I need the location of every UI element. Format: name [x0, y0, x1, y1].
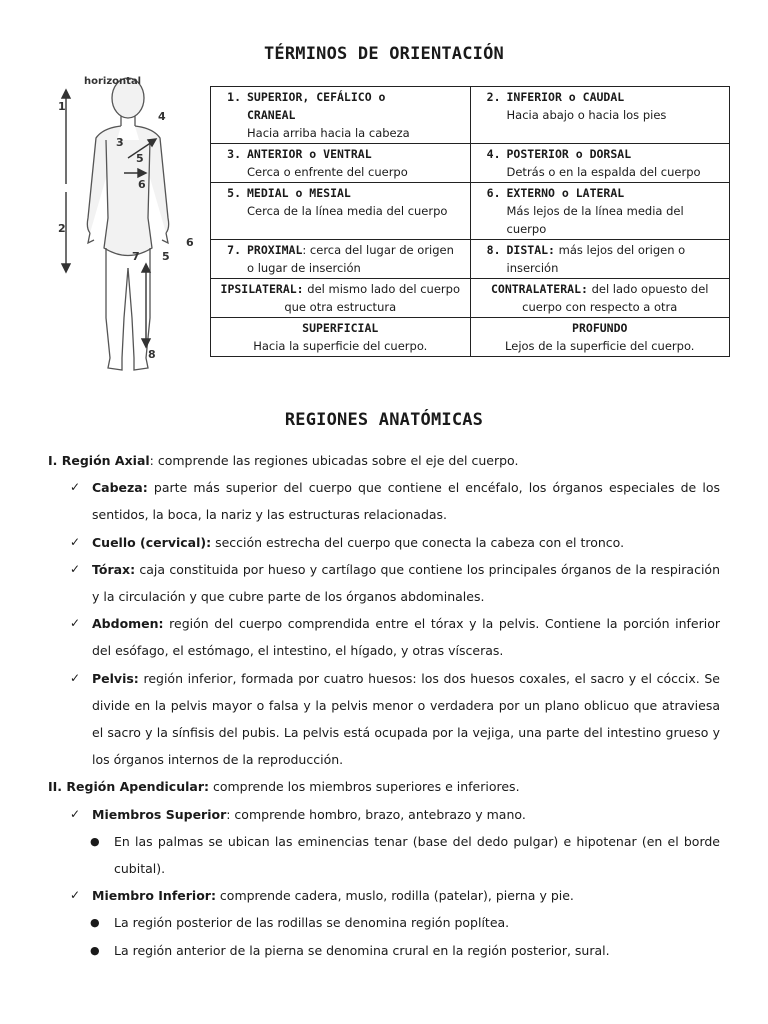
term-description: Detrás o en la espalda del cuerpo: [506, 165, 701, 179]
list-item: [48, 474, 720, 528]
term-number: 4.: [486, 147, 501, 161]
item-text: caja constituida por hueso y cartílago que contiene los principales órganos de la respiración y la circulación y que cubre parte de los órganos abdominales.: [92, 561, 720, 605]
item-term: Miembro Inferior:: [92, 888, 216, 904]
body-figure-illustration: [48, 68, 208, 380]
item-text: región del cuerpo comprendida entre el tórax y la pelvis. Contiene la porción inferior del esófago, el estómago, el intestino, el hígado, y otras vísceras.: [92, 616, 720, 659]
term-heading: PROFUNDO: [572, 321, 628, 335]
table-row: [211, 144, 730, 183]
term-description: Lejos de la superficie del cuerpo.: [505, 339, 695, 353]
bullet-text: La región anterior de la pierna se denomina crural en la región posterior, sural.: [114, 942, 610, 958]
figure-number: 5: [136, 152, 144, 165]
term-heading-cont: CRANEAL: [247, 108, 296, 122]
item-text: parte más superior del cuerpo que contiene el encéfalo, los órganos especiales de los sentidos, la boca, la nariz y las estructuras relacionadas.: [92, 480, 720, 523]
bullet-text: En las palmas se ubican las eminencias tenar (base del dedo pulgar) e hipotenar (en el borde cubital).: [114, 833, 720, 877]
term-description: Hacia arriba hacia la cabeza: [247, 126, 410, 140]
item-term: Miembros Superior: [92, 806, 227, 822]
table-cell: [211, 87, 471, 144]
item-term: Cuello (cervical):: [92, 534, 212, 550]
orientation-terms-table: [210, 86, 730, 357]
checkmark-icon: ✓: [70, 670, 81, 685]
term-heading: MEDIAL o MESIAL: [247, 186, 351, 200]
table-row: [211, 240, 730, 279]
term-number: 2.: [486, 90, 501, 104]
term-heading: SUPERFICIAL: [302, 321, 379, 335]
term-description: Hacia abajo o hacia los pies: [506, 108, 667, 122]
term-heading: PROXIMAL: [247, 243, 303, 257]
term-heading: CONTRALATERAL:: [490, 282, 588, 296]
bullet-text: La región posterior de las rodillas se denomina región poplítea.: [114, 915, 510, 931]
list-item: [48, 610, 720, 664]
term-description: Cerca o enfrente del cuerpo: [247, 165, 408, 179]
term-number: 5.: [227, 186, 241, 200]
figure-number: 1: [58, 100, 66, 113]
table-cell: [211, 144, 471, 183]
checkmark-icon: ✓: [70, 888, 81, 903]
bullet-item: [48, 937, 720, 964]
figure-number: 6: [138, 178, 146, 191]
term-number: 7.: [227, 243, 241, 257]
checkmark-icon: ✓: [70, 806, 81, 821]
section-appendicular: [48, 773, 720, 800]
table-cell: [470, 318, 730, 357]
section-title-regions: REGIONES ANATÓMICAS: [284, 410, 484, 430]
term-description: más lejos del origen o inserción: [506, 243, 686, 275]
term-description: Cerca de la línea media del cuerpo: [247, 204, 448, 218]
table-cell: [470, 87, 730, 144]
term-description: Más lejos de la línea media del cuerpo: [506, 204, 684, 236]
table-cell: [470, 279, 730, 318]
table-cell: [211, 183, 471, 240]
table-row: [211, 318, 730, 357]
figure-number: 8: [148, 348, 156, 361]
item-text: comprende cadera, muslo, rodilla (patelar), pierna y pie.: [215, 888, 574, 904]
figure-number: 5: [162, 250, 170, 263]
checkmark-icon: ✓: [70, 534, 81, 549]
bullet-item: [48, 909, 720, 936]
item-term: Abdomen:: [92, 616, 164, 632]
figure-number: 7: [132, 250, 140, 263]
list-item: [48, 556, 720, 610]
term-number: 6.: [486, 186, 501, 200]
table-cell: [211, 279, 471, 318]
section-label: II. Región Apendicular:: [48, 779, 209, 795]
regions-body: [48, 447, 720, 964]
term-description: Hacia la superficie del cuerpo.: [253, 339, 428, 353]
item-term: Tórax:: [92, 561, 136, 577]
term-number: 1.: [227, 90, 241, 104]
term-description: : cerca del lugar de origen o lugar de inserción: [247, 243, 454, 275]
table-cell: [470, 183, 730, 240]
table-row: [211, 279, 730, 318]
term-heading: ANTERIOR o VENTRAL: [247, 147, 372, 161]
checkmark-icon: ✓: [70, 480, 81, 495]
figure-number: 2: [58, 222, 66, 235]
list-item: [48, 801, 720, 828]
term-description: del mismo lado del cuerpo que otra estructura: [284, 282, 460, 314]
table-row: [211, 87, 730, 144]
term-number: 3.: [227, 147, 241, 161]
page-title-orientation: TÉRMINOS DE ORIENTACIÓN: [263, 44, 504, 64]
section-text: comprende los miembros superiores e inferiores.: [209, 779, 520, 795]
item-text: región inferior, formada por cuatro huesos: los dos huesos coxales, el sacro y el cóccix. Se divide en la pelvis mayor o falsa y la pelvis menor o verdadera por un plano oblicuo que atraviesa el sacro y la sínfisis del pubis. La pelvis está ocupada por la vejiga, una parte del intestino grueso y los órganos internos de la reproducción.: [92, 670, 720, 768]
term-heading: DISTAL:: [506, 243, 555, 257]
table-cell: [470, 240, 730, 279]
section-axial: [48, 447, 720, 474]
bullet-icon: ●: [90, 916, 100, 930]
figure-number: 4: [158, 110, 166, 123]
item-term: Pelvis:: [92, 670, 139, 686]
bullet-icon: ●: [90, 943, 100, 957]
list-item: [48, 882, 720, 909]
item-text: : comprende hombro, brazo, antebrazo y mano.: [226, 806, 526, 822]
checkmark-icon: ✓: [70, 616, 81, 631]
bullet-icon: ●: [90, 834, 100, 848]
bullet-item: [48, 828, 720, 882]
term-heading: INFERIOR o CAUDAL: [506, 90, 625, 104]
figure-label-horizontal: horizontal: [84, 76, 142, 87]
term-heading: IPSILATERAL:: [220, 282, 304, 296]
item-term: Cabeza:: [92, 480, 148, 496]
checkmark-icon: ✓: [70, 561, 81, 576]
table-cell: [211, 318, 471, 357]
list-item: [48, 529, 720, 556]
list-item: [48, 665, 720, 774]
term-heading: POSTERIOR o DORSAL: [506, 147, 632, 161]
term-description: del lado opuesto del cuerpo con respecto a otra: [522, 282, 709, 314]
section-label: I. Región Axial: [48, 453, 150, 468]
term-number: 8.: [486, 243, 501, 257]
term-heading: SUPERIOR, CEFÁLICO o: [247, 90, 386, 104]
table-cell: [470, 144, 730, 183]
figure-number: 6: [186, 236, 194, 249]
figure-number: 3: [116, 136, 124, 149]
table-cell: [211, 240, 471, 279]
item-text: sección estrecha del cuerpo que conecta la cabeza con el tronco.: [211, 534, 625, 550]
table-row: [211, 183, 730, 240]
term-heading: EXTERNO o LATERAL: [506, 186, 625, 200]
section-text: : comprende las regiones ubicadas sobre el eje del cuerpo.: [149, 453, 519, 468]
